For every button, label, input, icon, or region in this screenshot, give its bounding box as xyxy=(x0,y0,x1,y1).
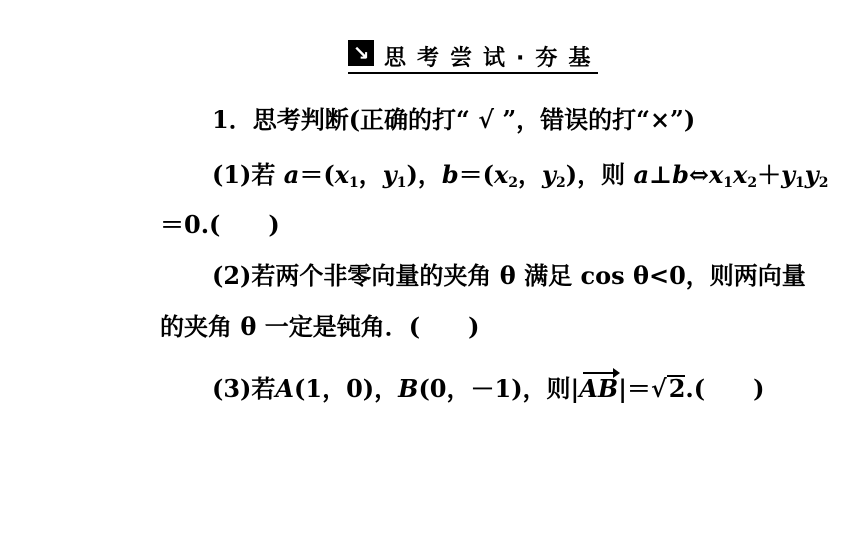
sqrt-argument: 2 xyxy=(668,374,686,403)
point-a-coords: (1，0)， xyxy=(294,374,399,403)
sqrt-icon: √ xyxy=(650,374,667,403)
item-1-label: (1)若 xyxy=(212,160,276,189)
item-3-eq: |＝ xyxy=(618,374,651,403)
header-underline xyxy=(348,72,598,74)
item-3-line xyxy=(212,369,765,404)
section-title: 思考尝试·夯基 xyxy=(384,46,602,71)
item-1-formula: $a=(x_1$，$y_1$)，$b=(x_2$，$y_2$)，则 $a\perp b\Leftrightarrow x_1x_2+y_1y_2$ xyxy=(283,160,829,191)
section-header xyxy=(348,40,602,74)
vector-ab: AB xyxy=(579,374,619,403)
question-1-title: 1．思考判断(正确的打“ √ ”，错误的打“×”) xyxy=(212,105,696,134)
item-3-prefix: (3)若 xyxy=(212,374,276,403)
item-3-suffix: .( ) xyxy=(685,374,765,403)
item-1-line-1 xyxy=(212,155,828,191)
point-b: B xyxy=(398,374,419,403)
arrow-down-right-icon: ↘ xyxy=(348,40,374,66)
point-b-coords: (0，－1)，则| xyxy=(418,374,580,403)
point-a: A xyxy=(275,374,295,403)
item-1-line-2: ＝0.( ) xyxy=(160,210,280,239)
item-2-line-2: 的夹角 θ 一定是钝角．( ) xyxy=(160,312,480,341)
item-2-line-1: (2)若两个非零向量的夹角 θ 满足 cos θ<0，则两向量 xyxy=(212,261,806,290)
